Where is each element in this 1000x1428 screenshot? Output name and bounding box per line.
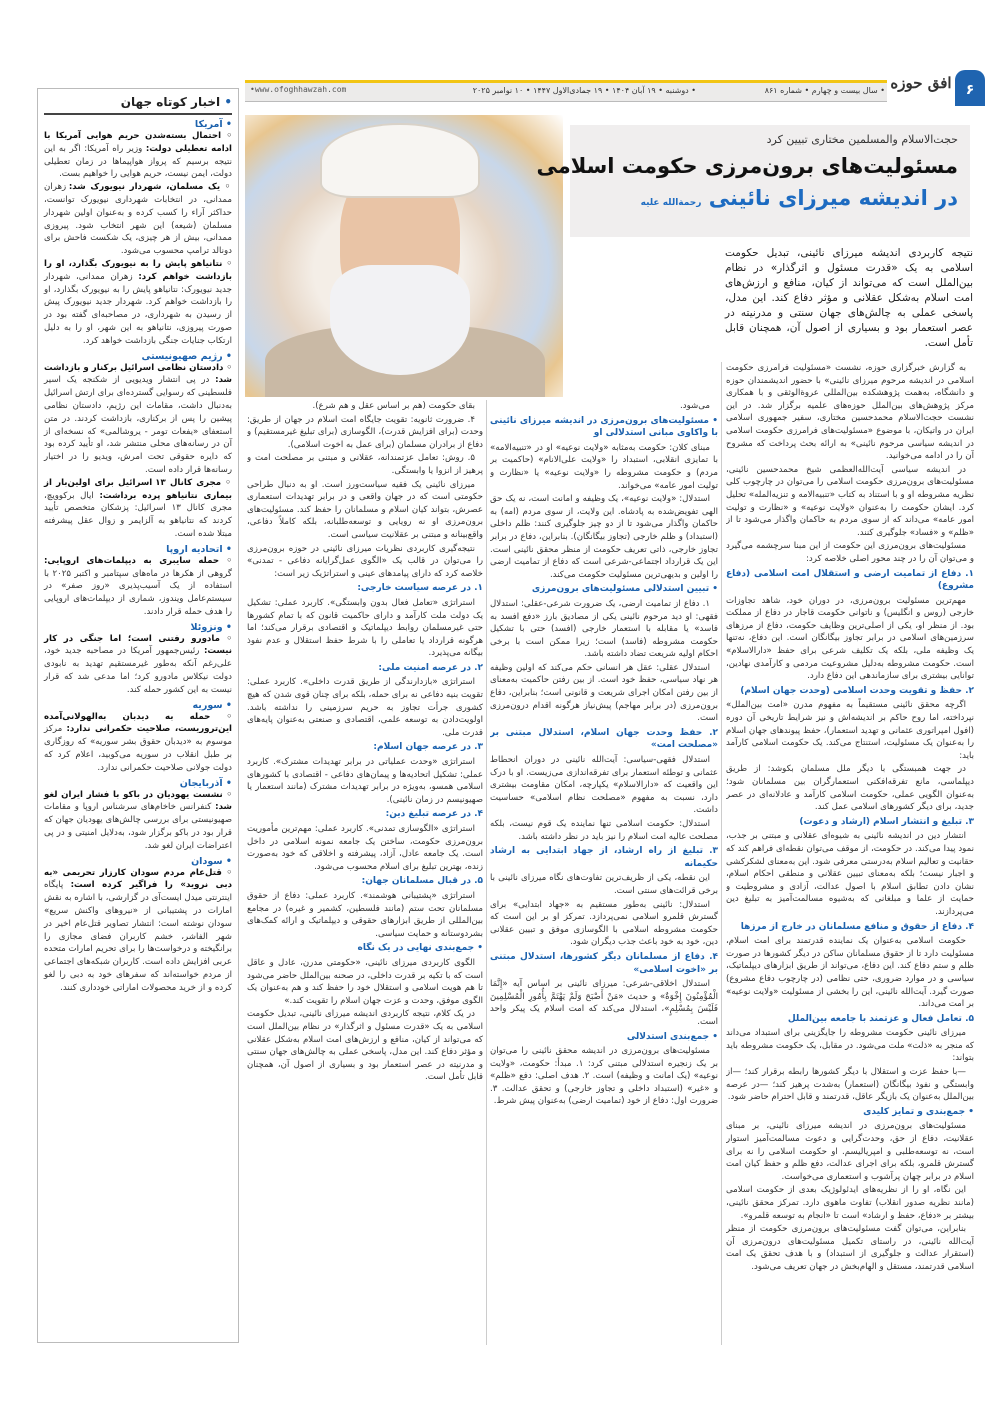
- subheading: ۳. در عرصه جهان اسلام:: [373, 742, 483, 753]
- paragraph: مسئولیت‌های برون‌مرزی در اندیشه محقق نائینی را می‌توان بر یک زنجیره استدلالی مبتنی کرد: ۱. مبدأ: حکومت، «ولایت نوعیه» (یک امانت و وظیفه) است. ۲. هدف اصلی: دفع «ظلم» و «غیر» (استبداد داخلی و تجاوز خارجی) و تحقق عدالت. ۳. ضرورت اول: دفاع از خود (تمامیت ارضی) به‌عنوان پیش شرط.: [490, 1046, 718, 1107]
- paragraph: می‌شود.: [680, 401, 710, 411]
- news-item-text: وزیر راه آمریکا: اگر به این نتیجه برسیم که پرواز هواپیماها در زمان تعطیلی دولت، ایمن نیست، حریم هوایی را خواهیم بست.: [44, 143, 232, 180]
- paragraph: میرزای نائینی حکومت مشروطه را جایگزینی برای استبداد می‌داند که منجر به «ذلت» ملت می‌شود. در مقابل، یک حکومت مشروطه باید بتواند:: [726, 1028, 974, 1064]
- supertitle: حجت‌الاسلام والمسلمین مختاری تبیین کرد: [766, 133, 958, 146]
- news-section-heading: • ونزوئلا: [190, 621, 232, 633]
- news-item-headline: ◦ قتل‌عام مردم سودان کارزار تحریمی «به دبی نروید» را فراگیر کرده است:: [44, 867, 233, 891]
- news-item-text: رئیس‌جمهور آمریکا در مصاحبه جدید خود، علی‌رغم آنکه به‌طور غیرمستقیم تهدید به نابودی دولت نیکلاس مادورو کرد؛ اما مدعی شد که قرار نیست به این کشور حمله کند.: [44, 646, 232, 695]
- paragraph: مهم‌ترین مسئولیت برون‌مرزی، در دوران خود، شاهد تجاوزات خارجی (روس و انگلیس) و ناتوانی حکومت قاجار در دفاع از مملکت بود. از منظر او، یکی از اصلی‌ترین وظایف حکومت، دفاع از مرزهای سرزمین‌های اسلامی در برابر تجاوز بیگانگان است. این دفاع، نه‌تنها یک وظیفه ملی، بلکه یک تکلیف شرعی برای حفظ «دارالاسلام» است. حکومت مشروطه به‌دلیل مشروعیت مردمی و کارآمدی نهادین، توانایی بیشتری برای سازماندهی این دفاع دارد.: [726, 595, 974, 682]
- subheading: • جمع‌بندی و تمایز کلیدی: [863, 1106, 974, 1117]
- website-link[interactable]: •www.ofoghhawzah.com: [250, 85, 347, 94]
- subheading: ۳. تبلیغ و انتشار اسلام (ارشاد و دعوت): [799, 816, 974, 827]
- subheading: • مسئولیت‌های برون‌مرزی در اندیشه میرزای نائینی با واکاوی مبانی استدلالی او: [490, 415, 718, 439]
- subheading: ۱. دفاع از تمامیت ارضی و استقلال امت اسلامی (دفاع مشروع): [726, 568, 974, 592]
- paragraph: استدلال عقلی: عقل هر انسانی حکم می‌کند که اولین وظیفه هر نهاد سیاسی، حفظ خود است. از بین رفتن حاکمیت به‌معنای از بین رفتن امکان اجرای شریعت و قانونی است؛ بنابراین، دفاع برون‌مرزی (در برابر مهاجم) پیش‌نیاز هرگونه اقدام درون‌مرزی است.: [490, 662, 718, 724]
- article-column-2: [490, 400, 718, 1345]
- paragraph: استدلال فقهی-سیاسی: آیت‌الله نائینی در دوران انحطاط عثمانی و توطئه استعمار برای تفرقه‌اندازی می‌زیست. او با درک این واقعیت که «دارالاسلام» یکپارچه، امکان مقاومت بیشتری دارد، نسبت به مفهوم «مصلحت نظام اسلامی» حساسیت داشت.: [490, 755, 718, 816]
- news-item-headline: ◦ نشست یهودیان در باکو با فشار ایران لغو شد:: [44, 789, 232, 813]
- portrait-painting: [245, 115, 563, 397]
- news-item-headline: ◦ مجری کانال ۱۳ اسرائیل برای اولین‌بار از بیماری نتانیاهو پرده برداشت:: [44, 477, 233, 501]
- subheading: ۴. در عرصه تبلیغ دین:: [385, 809, 483, 820]
- paragraph: انتشار دین در اندیشه نائینی به شیوه‌ای عقلانی و مبتنی بر جذب، نمود پیدا می‌کند. در حکومت، از موقف می‌توان نقطه‌ای فراهم کند که حقانیت و تعالیم اسلام به‌درستی معرفی شود. این به‌معنای لشکرکشی و اجبار نیست؛ بلکه به‌معنای تبیین عقلانی و منطقی احکام اسلام، نشان دادن تطابق اسلام با اصول عدالت، آزادی و مشروطیت و حمایت از علما و مبلغانی که به‌شیوه مسالمت‌آمیز به تبلیغ دین می‌پردازند.: [726, 831, 974, 917]
- paragraph: ۵. روش: تعامل عزتمندانه، عقلانی و مبتنی بر مصلحت امت و پرهیز از انزوا یا وابستگی.: [247, 453, 483, 476]
- subheading: ۲. حفظ وحدت جهان اسلام، استدلال مبتنی بر «مصلحت امت»: [490, 727, 718, 751]
- page-number: ۶: [955, 70, 985, 106]
- headline-box: [536, 125, 970, 237]
- world-news-sidebar: [37, 88, 239, 1343]
- paragraph: استدلال: «ولایت نوعیه»، یک وظیفه و امانت است، نه یک حق الهی تفویض‌شده به پادشاه. این ولایت، از سوی مردم (امه) به حاکمان واگذار می‌شود تا از دو چیز جلوگیری کنند: ظلم داخلی (استبداد) و ظلم خارجی (تجاوز بیگانگان). بنابراین، دفاع در برابر تجاوز خارجی، ذاتی تعریف حکومت از منظر محقق نائینی است. این یک قرارداد اجتماعی-شرعی است که دفاع از تمامیت ارضی را اولین و بدیهی‌ترین مسئولیت حکومت می‌کند.: [490, 494, 718, 580]
- paragraph: این نقطه، یکی از ظریف‌ترین تفاوت‌های نگاه میرزای نائینی با برخی قرائت‌های سنتی است.: [490, 873, 718, 896]
- subheading: • جمع‌بندی استدلالی: [626, 1031, 718, 1042]
- subheading: ۱. در عرصه سیاست خارجی:: [357, 583, 483, 594]
- news-item: [44, 477, 232, 541]
- subheading: • جمع‌بندی نهایی در یک نگاه: [357, 943, 483, 954]
- subheading: ۲. حفظ و تقویت وحدت اسلامی (وحدت جهان اسلام): [740, 685, 974, 696]
- news-item-text: پایگاه اینترنتی میدل ایست‌آی در گزارشی، با اشاره به نقش امارات در پشتیبانی از «نیروهای واکنش سریع» سودان نوشته است: انتشار تصاویر قتل‌عام اخیر در شهر الفاشر، خشم کاربران فضای مجازی را برانگیخته و درخواست‌ها را برای تحریم امارات متحده عربی افزایش داده است. کاربران شبکه‌های اجتماعی از مردم خواسته‌اند که سفرهای خود به دبی را لغو کرده و از خرید محصولات اماراتی خودداری کنند.: [44, 880, 232, 993]
- subheading: ۴. دفاع از حقوق و منافع مسلمانان در خارج از مرزها: [740, 921, 974, 932]
- paragraph: نتیجه‌گیری کاربردی نظریات میرزای نائینی در حوزه برون‌مرزی را می‌توان در قالب یک «الگوی عمل‌گرایانه دفاعی - تمدنی» خلاصه کرد که دارای پیامدهای عینی و استراتژیک زیر است:: [247, 543, 483, 579]
- date-info: • دوشنبه • ۱۹ آبان ۱۴۰۴ • ۱۹ جمادی‌الاول ۱۴۴۷ • ۱۰ نوامبر ۲۰۲۵: [472, 86, 696, 95]
- subheading: ۳. تبلیغ از راه ارشاد، از جهاد ابتدایی به ارشاد حکیمانه: [490, 846, 718, 869]
- paragraph: ۴. ضرورت ثانویه: تقویت جایگاه امت اسلام در جهان از طریق: وحدت (برای افزایش قدرت)، الگوسازی (برای تبلیغ غیرمستقیم) و دفاع از برادران مسلمان (برای عمل به اخوت اسلامی).: [247, 414, 483, 450]
- news-item-text: مرکز موسوم به «دیدبان حقوق بشر سوریه» که روزگاری بر طبل انقلاب در سوریه می‌کوبید، اعلام کرد که دولت جولانی صلاحیت حکمرانی ندارد.: [44, 724, 232, 773]
- news-section-heading: • آذربایجان: [179, 777, 232, 789]
- paragraph: استدلال: نائینی به‌طور مستقیم به «جهاد ابتدایی» برای گسترش قلمرو اسلامی نمی‌پردازد. تمرکز او بر این است که حکومت مشروطه اسلامی با الگوسازی موفق و تبیین عقلانی دین، خود به خود باعث جذب دیگران شود.: [490, 899, 718, 948]
- news-section-heading: • رژیم صهیونیستی: [141, 350, 232, 362]
- sidebar-title: • اخبار کوتاه جهان: [44, 95, 232, 115]
- news-item-headline: ◦ نتانیاهو پایش را به نیویورک بگذارد، او را بازداشت خواهم کرد:: [44, 258, 232, 282]
- subheading: ۴. دفاع از مسلمانان دیگر کشورها، استدلال مبتنی بر «اخوت اسلامی»: [490, 951, 718, 975]
- newspaper-logo: افق حوزه: [890, 74, 952, 92]
- paragraph: در اندیشه سیاسی آیت‌الله‌العظمی شیخ محمدحسین نائینی، مسئولیت‌های برون‌مرزی حکومت اسلامی را می‌توان در چارچوب کلی نظریه مشروطه او و با استناد به کتاب «تنبیه‌الامه و تنزیه‌المله» تحلیل کرد. ایشان حکومت را به‌عنوان «ولایت نوعیه» و «نظارت و تولیت امور عامه» می‌داند که از سوی مردم به حاکمان واگذار می‌شود تا از «ظلم» و «فساد» جلوگیری کنند.: [726, 464, 974, 538]
- news-section-heading: • آمریکا: [194, 119, 232, 130]
- paragraph: استدلال: حکومت اسلامی تنها نماینده یک قوم نیست، بلکه مصلحت عالیه امت اسلام را نیز باید در نظر داشته باشد.: [490, 819, 718, 842]
- news-item: [44, 258, 232, 348]
- paragraph: این نگاه، او را از نظریه‌های ایدئولوژیک بعدی از حکومت اسلامی (مانند نظریه صدور انقلاب) تفاوت ماهوی دارد. تمرکز محقق نائینی، بیشتر بر «دفاع، حفظ و ارشاد» است تا «انجام به توسعه قلمرو».: [726, 1185, 974, 1221]
- paragraph: بنابراین، می‌توان گفت مسئولیت‌های برون‌مرزی حکومت از منظر آیت‌الله نائینی، در راستای تکمیل مسئولیت‌های درون‌مرزی آن (استقرار عدالت و جلوگیری از استبداد) و با هدف تحقق یک امت اسلامی قدرتمند، مستقل و الهام‌بخش در جهان تعریف می‌شود.: [726, 1224, 974, 1272]
- paragraph: —با حفظ عزت و استقلال با دیگر کشورها رابطه برقرار کند؛ —از وابستگی و نفوذ بیگانگان (استعمار) به‌شدت پرهیز کند؛ —در عرصه بین‌الملل به‌عنوان یک بازیگر عاقل، قدرتمند و قابل احترام حاضر شود.: [726, 1067, 974, 1103]
- paragraph: در یک کلام، نتیجه کاربردی اندیشه میرزای نائینی، تبدیل حکومت اسلامی به یک «قدرت مسئول و اثرگذار» در نظام بین‌الملل است که می‌تواند از کیان، منافع و ارزش‌های امت اسلام به‌شکل عقلانی و مؤثر دفاع کند. این مدل، پاسخی عملی به چالش‌های جهان سنتی و مدرنیته در عصر استعمار بود و بسیاری از اصول آن، همچنان قابل تأمل است.: [247, 1009, 483, 1083]
- article-column-1: [726, 362, 974, 1345]
- news-item-text: کنفرانس خاخام‌های سرشناس اروپا و مقامات صهیونیستی برای بررسی چالش‌های یهودیان جهان که قرار بود در باکو برگزار شود، به‌دلایل امنیتی و در پی اعتراضات ایران لغو شد.: [44, 802, 232, 851]
- lead-paragraph: نتیجه کاربردی اندیشه میرزای نائینی، تبدیل حکومت اسلامی به یک «قدرت مسئول و اثرگذار» در نظام بین‌الملل است که می‌تواند از کیان، منافع و ارزش‌های امت اسلام به‌شکل عقلانی و مؤثر دفاع کند. این مدل، پاسخی عملی به چالش‌های جهان سنتی و مدرنیته در عصر استعمار بود و بسیاری از اصول آن، همچنان قابل تأمل است.: [725, 247, 973, 349]
- paragraph: اگرچه محقق نائینی مستقیماً به مفهوم مدرن «امت بین‌الملل» نپرداخته، اما روح حاکم بر اندیشه‌اش و نیز شرایط تاریخی آن دوره (افول امپراتوری عثمانی و تهدید استعمار)، حفظ پیوندهای جهان اسلام را به‌عنوان یک مسئولیت، استنتاج می‌کند. یک حکومت اسلامی کارآمد باید:: [726, 700, 974, 761]
- news-item-text: گروهی از هکرها در ماه‌های سپتامبر و اکتبر ۲۰۲۵ با استفاده از یک آسیب‌پذیری «روز صفر» در سیستم‌عامل ویندوز، شماری از دیپلمات‌های اروپایی را هدف حمله قرار دادند.: [44, 568, 232, 617]
- news-section-heading: • اتحادیه اروپا: [166, 543, 232, 555]
- subheading: ۵. تعامل فعال و عزتمند با جامعه بین‌الملل: [787, 1013, 974, 1024]
- honorific: رحمة‌الله علیه: [640, 198, 702, 208]
- issue-info: • سال بیست و چهارم • شماره ۸۶۱: [764, 86, 885, 95]
- news-section-heading: • سودان: [191, 855, 232, 867]
- paragraph: مسئولیت‌های برون‌مرزی این حکومت از این مبنا سرچشمه می‌گیرد و می‌توان آن را در چند محور اصلی خلاصه کرد:: [726, 541, 974, 564]
- article-column-3: [247, 400, 483, 1345]
- paragraph: به گزارش خبرگزاری حوزه، نشست «مسئولیت فرامرزی حکومت اسلامی در اندیشه مرحوم میرزای نائینی» با حضور اندیشمندان حوزه و دانشگاه، به‌همت پژوهشکده بین‌المللی عروة‌الوثقی و با همکاری مرکز پژوهش‌های بین‌الملل حوزه‌های علمیه برگزار شد. در این نشست حجت‌الاسلام محمدحسین مختاری، سفیر جمهوری اسلامی ایران در واتیکان، با موضوع «مسئولیت‌های فرامرزی حکومت اسلامی در اندیشه سیاسی مرحوم نائینی» به ارائه بحث پرداخت که مشروح آن را در ادامه می‌خوانید.: [726, 363, 974, 462]
- news-item: [44, 362, 232, 477]
- news-item-headline: ◦ حمله سایبری به دیپلمات‌های اروپایی:: [44, 555, 232, 566]
- news-item-headline: ◦ مادورو رفتنی است؛ اما جنگی در کار نیست:: [44, 633, 233, 657]
- news-item: [44, 789, 232, 853]
- news-item-text: زهران ممدانی، شهردار جدید نیویورک: نتانیاهو پایش را به نیویورک بگذارد، او را بازداشت خواهم کرد. شهردار جدید نیویورک پیش از رسیدن به شهرداری، در مصاحبه‌ای گفته بود در صورت پیروزی، نتانیاهو به این شهر، او را به دلیل ارتکاب جنایات جنگی بازداشت خواهد کرد.: [44, 271, 232, 346]
- paragraph: حکومت اسلامی به‌عنوان یک نماینده قدرتمند برای امت اسلام، مسئولیت دارد تا از حقوق مسلمانان ساکن در دیگر کشورها در صورت ظلم و ستم دفاع کند. این دفاع، می‌تواند از طریق ابزارهای دیپلماتیک، سیاسی و در موارد ضروری، حتی نظامی (در چارچوب دفاع مشروع) صورت گیرد. آیت‌الله نائینی، این را بخشی از مسئولیت «ولایت نوعیه» بر امت می‌داند.: [726, 936, 974, 1010]
- subheading: ۲. در عرصه امنیت ملی:: [378, 662, 483, 673]
- paragraph: استراتژی «بازدارندگی از طریق قدرت داخلی». کاربرد عملی: تقویت بنیه دفاعی نه برای حمله، بلکه برای چنان قوی شدن که هیچ کشوری جرأت تجاوز به حریم سرزمینی را نداشته باشد. اولویت‌دادن به توسعه علمی، اقتصادی و صنعتی به‌عنوان پایه‌های قدرت ملی.: [247, 677, 483, 738]
- headline-line2: در اندیشه میرزای نائینی رحمة‌الله علیه: [640, 186, 958, 210]
- paragraph: استراتژی «الگوسازی تمدنی». کاربرد عملی: مهم‌ترین مأموریت برون‌مرزی حکومت، ساختن یک جامعه نمونه اسلامی در داخل است. یک جامعه عادل، آزاد، پیشرفته و اخلاقی که خود به‌صورت زنده، بهترین تبلیغ برای اسلام محسوب می‌شود.: [247, 824, 483, 872]
- paragraph: میرزای نائینی یک فقیه سیاست‌ورز است. او به دنبال طراحی حکومتی است که در جهان واقعی و در برابر تهدیدات استعماری عصرش، بتواند کیان اسلام و مسلمانان را حفظ کند. مسئولیت‌های برون‌مرزی او نه رویایی و توسعه‌طلبانه، بلکه کاملاً دفاعی، واقع‌بینانه و مبتنی بر عقلانیت سیاسی است.: [247, 479, 483, 540]
- subheading: ۵. در قبال مسلمانان جهان:: [361, 876, 483, 887]
- news-item: [44, 130, 232, 181]
- paragraph: استدلال اخلاقی-شرعی: میرزای نائینی بر اساس آیه «إِنَّمَا الْمُؤْمِنُونَ إِخْوَةٌ» و حدیث «مَنْ أَصْبَحَ وَلَمْ يَهْتَمَّ بِأُمُورِ الْمُسْلِمِينَ فَلَيْسَ بِمُسْلِمٍ»، استدلال می‌کند که امت اسلام یک پیکر واحد است.: [490, 979, 718, 1027]
- news-item: [44, 711, 232, 775]
- news-item: [44, 633, 232, 697]
- news-section-heading: • سوریه: [192, 699, 232, 711]
- paragraph: الگوی کاربردی میرزای نائینی، «حکومتی مدرن، عادل و عاقل است که با تکیه بر قدرت داخلی، در صحنه بین‌الملل حاضر می‌شود تا هم هویت اسلامی و استقلال خود را حفظ کند و هم به‌عنوان یک الگوی موفق، وحدت و عزت جهان اسلام را تقویت کند.»: [247, 957, 483, 1006]
- news-item: [44, 181, 232, 258]
- news-item-text: ایال برکوویچ، مجری کانال ۱۳ اسرائیل: پزشکان متخصص تأیید کردند که نتانیاهو به آلزایمر و زوال عقل پیشرفته مبتلا شده است.: [44, 490, 233, 539]
- news-item-text: زهران ممدانی، در انتخابات شهرداری نیویورک توانست، حداکثر آراء را کسب کرده و به‌عنوان اولین شهردار مسلمان (شیعه) این شهر انتخاب شود. پیروزی ممدانی، بیش از هر چیزی، یک شکست فاحش برای دونالد ترامپ محسوب می‌شود.: [44, 182, 232, 257]
- news-item-headline: ◦ دادستان نظامی اسرائیل برکنار و بازداشت شد:: [44, 362, 232, 386]
- news-item: [44, 867, 232, 995]
- subheading: • تبیین استدلالی مسئولیت‌های برون‌مرزی: [531, 584, 718, 595]
- paragraph: استراتژی «پشتیبانی هوشمند». کاربرد عملی: دفاع از حقوق مسلمانان تحت ستم (مانند فلسطین، کشمیر و غیره) در مجامع بین‌المللی از طریق ابزارهای حقوقی و دیپلماتیک و ارائه کمک‌های بشردوستانه و حمایت سیاسی.: [247, 890, 483, 939]
- news-item: [44, 555, 232, 619]
- news-item-headline: ◦ یک مسلمان، شهردار نیویورک شد:: [68, 182, 232, 193]
- paragraph: در جهت همبستگی با دیگر ملل مسلمان بکوشد: از طریق دیپلماسی، مانع تفرقه‌افکنی استعمارگران بین مسلمانان شود؛ به‌عنوان الگویی عملی، حکومت اسلامی کارآمد و عادلانه‌ای در عصر جدید، برای دیگر کشورهای اسلامی عمل کند.: [726, 764, 974, 813]
- news-item-headline: ◦ احتمال بسته‌شدن حریم هوایی آمریکا با ادامه تعطیلی دولت:: [44, 131, 232, 154]
- paragraph: بقای حکومت (هم بر اساس عقل و هم شرع).: [312, 401, 475, 411]
- paragraph: مسئولیت‌های برون‌مرزی در اندیشه میرزای نائینی، بر مبنای عقلانیت، دفاع از حق، وحدت‌گرایی و دعوت مسالمت‌آمیز استوار است، نه توسعه‌طلبی و امپریالیسم. او حکومت اسلامی را نه برای گسترش قلمرو، بلکه برای اجرای عدالت، دفع ظلم و حفظ کیان امت اسلام در برابر چهان پرآشوب و استعماری می‌خواست.: [726, 1121, 974, 1182]
- paragraph: استراتژی «وحدت عملیاتی در برابر تهدیدات مشترک». کاربرد عملی: تشکیل اتحادیه‌ها و پیمان‌های دفاعی - اقتصادی با کشورهای اسلامی همسو، به‌ویژه در برابر تهدیدات مشترک (مانند استعمار یا صهیونیسم در زمان نائینی).: [247, 757, 483, 805]
- paragraph: ۱. دفاع از تمامیت ارضی، یک ضرورت شرعی-عقلی: استدلال فقهی: او دید مرحوم نائینی یکی از مصادیق بارز «دفع افسد به فاسد» یا مقابله با استعمار خارجی (افسد) حتی با تشکیل حکومت مشروطه (فاسد) است؛ زیرا ممکن است با برخی احکام اولیه شریعت تضاد داشته باشد.: [490, 598, 718, 660]
- headline: مسئولیت‌های برون‌مرزی حکومت اسلامی: [536, 154, 958, 178]
- paragraph: مبنای کلان: حکومت به‌مثابه «ولایت نوعیه» او در «تنبیه‌الامه» با تمایزی انقلابی، استبداد را «ولایت علی‌الانام» (حاکمیت بر مردم) و حکومت مشروطه را «ولایت نوعیه» یا «نظارت و تولیت امور عامه» می‌خواند.: [490, 442, 718, 491]
- paragraph: استراتژی «تعامل فعال بدون وابستگی». کاربرد عملی: تشکیل یک دولت ملت کارآمد و دارای حاکمیت قانون که با تمام کشورها حتی غیرمسلمان روابط دیپلماتیک و اقتصادی برقرار می‌کند؛ اما هرگونه قرارداد یا تعاملی را با شرط حفظ استقلال و عدم نفوذ بیگانه می‌پذیرد.: [247, 597, 483, 659]
- news-item-text: در پی انتشار ویدیویی از شکنجه یک اسیر فلسطینی که رسوایی گسترده‌ای برای ارتش اسرائیل به‌دنبال داشت، مقامات این رژیم، دادستان نظامی پیشین را پس از برکناری، بازداشت کردند. در متن استعفای «یفعات تومر - یروشالمی» که نسخه‌ای از آن در رسانه‌های محلی منتشر شد، او تأیید کرده بود که دایره حقوقی تحت امرش، ویدیو را در اختیار رسانه‌ها قرار داده است.: [44, 375, 232, 475]
- news-item-headline: ◦ حمله به دیدبان به‌الهولانی‌آمده این‌تروریست، صلاحیت حکمرانی ندارد:: [44, 711, 233, 735]
